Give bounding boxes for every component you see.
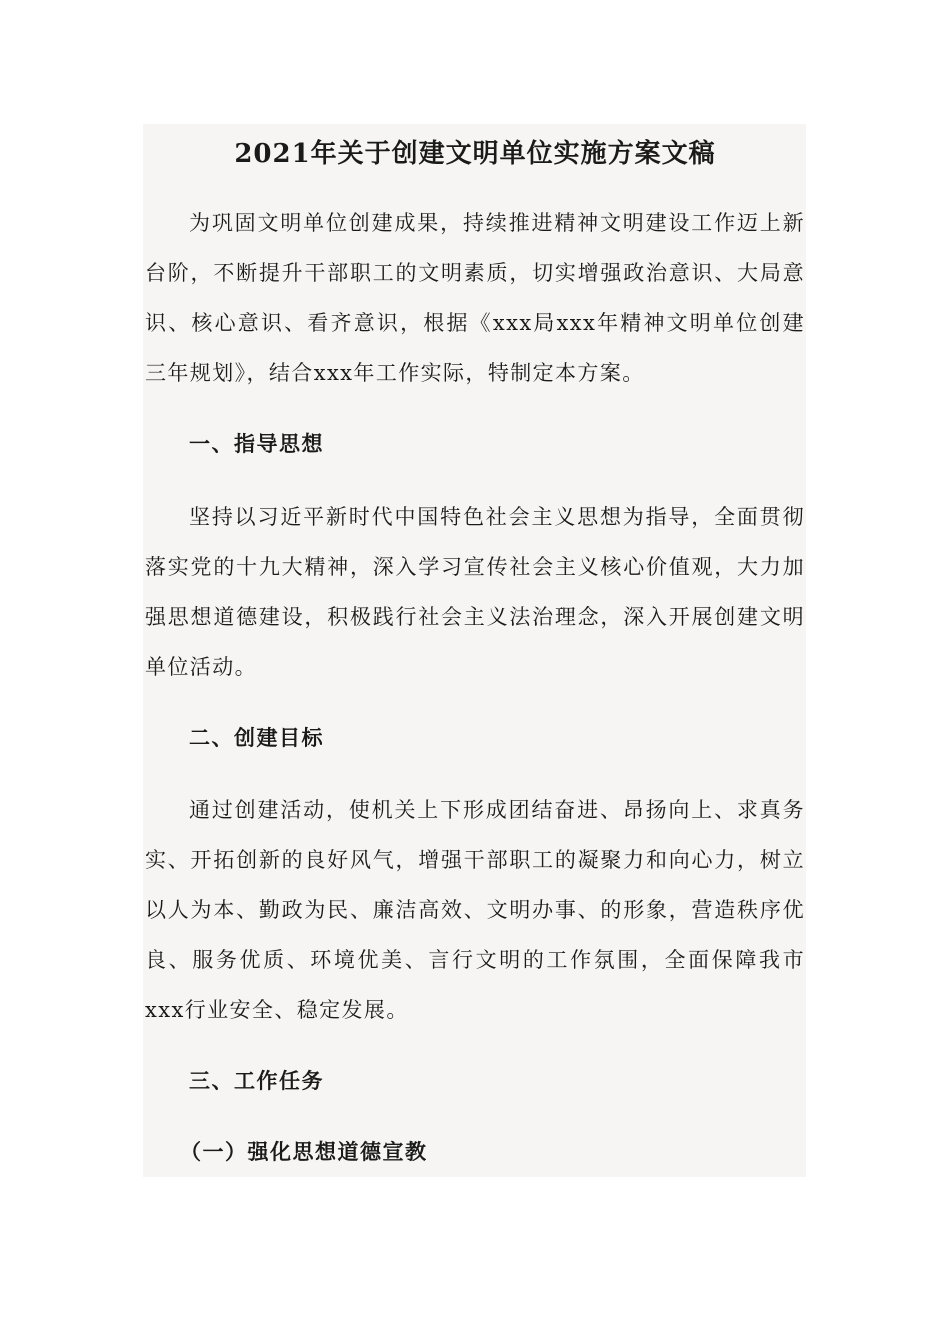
section-heading-tasks: 三、工作任务 (189, 1068, 324, 1093)
document-title: 2021年关于创建文明单位实施方案文稿 (234, 139, 716, 169)
section-body-guiding-ideology: 坚持以习近平新时代中国特色社会主义思想为指导，全面贯彻落实党的十九大精神，深入学习宣传社会主义核心价值观，大力加强思想道德建设，积极践行社会主义法治理念，深入开展创建文明单位活动。 (145, 505, 805, 679)
section-body-goals: 通过创建活动，使机关上下形成团结奋进、昂扬向上、求真务实、开拓创新的良好风气，增强干部职工的凝聚力和向心力，树立以人为本、勤政为民、廉洁高效、文明办事、的形象，营造秩序优良、服务优质、环境优美、言行文明的工作氛围，全面保障我市xxx行业安全、稳定发展。 (145, 798, 805, 1022)
subsection-heading-moral-education: （一）强化思想道德宣教 (180, 1139, 428, 1164)
section-heading-guiding-ideology: 一、指导思想 (189, 431, 324, 456)
section-heading-goals: 二、创建目标 (189, 725, 324, 750)
intro-paragraph: 为巩固文明单位创建成果，持续推进精神文明建设工作迈上新台阶，不断提升干部职工的文明素质，切实增强政治意识、大局意识、核心意识、看齐意识，根据《xxx局xxx年精神文明单位创建三年规划》，结合xxx年工作实际，特制定本方案。 (145, 211, 805, 385)
